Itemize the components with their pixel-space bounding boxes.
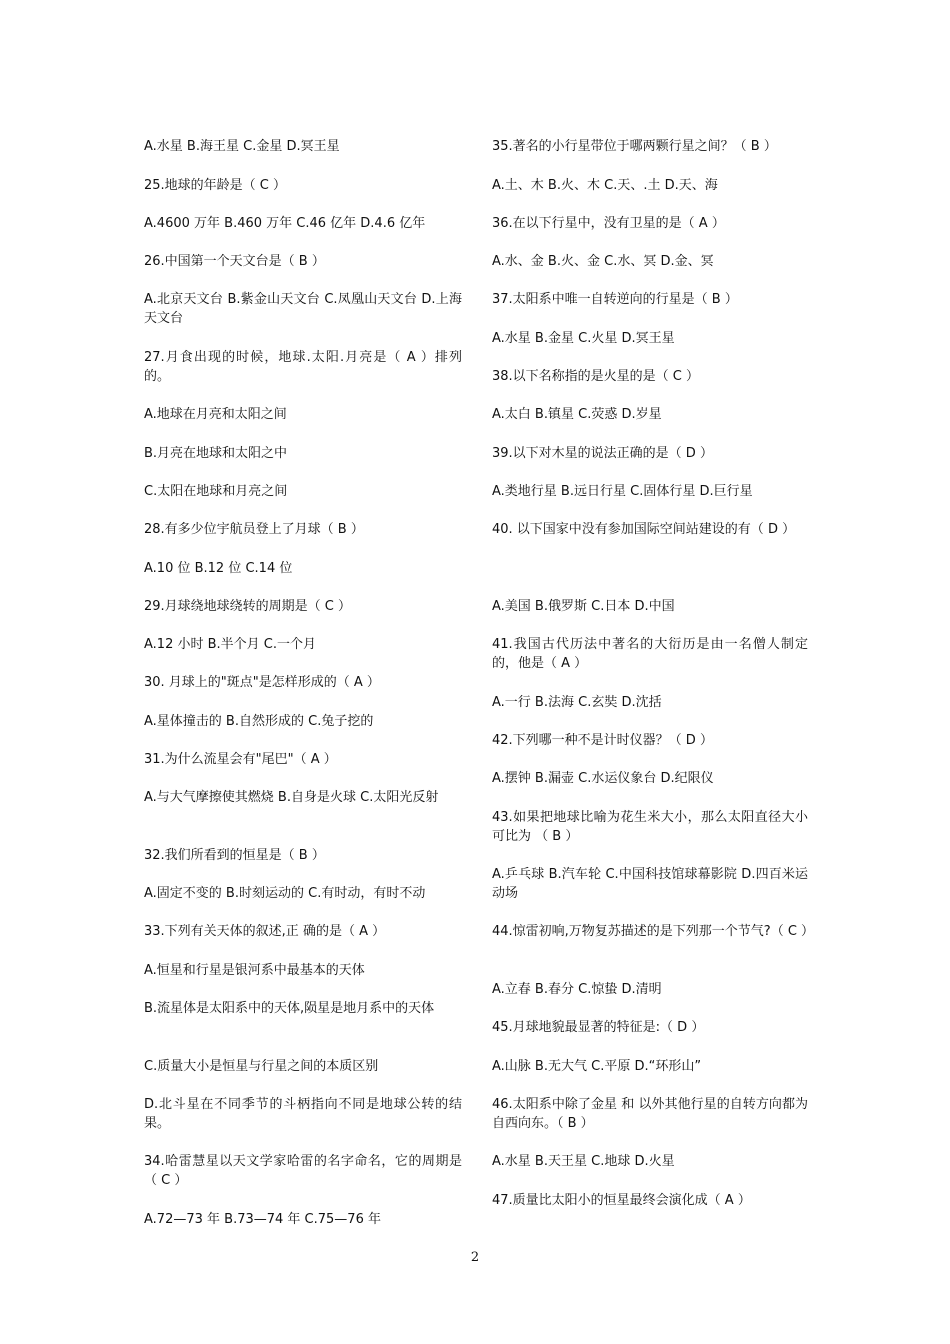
option-line: A.与大气摩擦使其燃烧 B.自身是火球 C.太阳光反射 xyxy=(144,790,439,805)
question-line: 27.月食出现的时候，地球.太阳.月亮是（ A ）排列的。 xyxy=(144,350,462,384)
option-line: A.类地行星 B.远日行星 C.固体行星 D.巨行星 xyxy=(492,484,753,499)
option-line: A.星体撞击的 B.自然形成的 C.兔子挖的 xyxy=(144,714,374,729)
question-line: 29.月球绕地球绕转的周期是（ C ） xyxy=(144,599,352,614)
question-line: 37.太阳系中唯一自转逆向的行星是（ B ） xyxy=(492,292,738,307)
option-line: A.北京天文台 B.紫金山天文台 C.凤凰山天文台 D.上海天文台 xyxy=(144,292,462,326)
question-line: 25.地球的年龄是（ C ） xyxy=(144,178,287,193)
option-line: C.质量大小是恒星与行星之间的本质区别 xyxy=(144,1059,379,1074)
question-line: 41.我国古代历法中著名的大衍历是由一名僧人制定的，他是（ A ） xyxy=(492,637,808,671)
question-line: 42.下列哪一种不是计时仪器？（ D ） xyxy=(492,733,713,748)
option-line: A.固定不变的 B.时刻运动的 C.有时动，有时不动 xyxy=(144,886,426,901)
option-line: A.恒星和行星是银河系中最基本的天体 xyxy=(144,963,365,978)
option-line: A.立春 B.春分 C.惊蛰 D.清明 xyxy=(492,982,662,997)
option-line: A.水星 B.海王星 C.金星 D.冥王星 xyxy=(144,139,340,154)
option-line: A.水星 B.金星 C.火星 D.冥王星 xyxy=(492,331,675,346)
question-line: 46.太阳系中除了金星 和 以外其他行星的自转方向都为自西向东。（ B ） xyxy=(492,1097,808,1131)
option-line: A.土、木 B.火、木 C.天、.土 D.天、海 xyxy=(492,178,718,193)
option-line: A.一行 B.法海 C.玄奘 D.沈括 xyxy=(492,695,662,710)
option-line: A.72—73 年 B.73—74 年 C.75—76 年 xyxy=(144,1212,381,1227)
page-number: 2 xyxy=(470,1250,480,1265)
option-line: A.10 位 B.12 位 C.14 位 xyxy=(144,561,293,576)
option-line: A.12 小时 B.半个月 C.一个月 xyxy=(144,637,316,652)
question-line: 38.以下名称指的是火星的是（ C ） xyxy=(492,369,700,384)
question-line: 32.我们所看到的恒星是（ B ） xyxy=(144,848,325,863)
question-line: 45.月球地貌最显著的特征是:（ D ） xyxy=(492,1020,705,1035)
option-line: A.水星 B.天王星 C.地球 D.火星 xyxy=(492,1154,675,1169)
option-line: B.月亮在地球和太阳之中 xyxy=(144,446,288,461)
option-line: A.太白 B.镇星 C.荧惑 D.岁星 xyxy=(492,407,662,422)
question-line: 26.中国第一个天文台是（ B ） xyxy=(144,254,325,269)
question-line: 39.以下对木星的说法正确的是（ D ） xyxy=(492,446,713,461)
option-line: A.山脉 B.无大气 C.平原 D.“环形山” xyxy=(492,1059,702,1074)
question-line: 47.质量比太阳小的恒星最终会演化成（ A ） xyxy=(492,1193,751,1208)
question-line: 28.有多少位宇航员登上了月球（ B ） xyxy=(144,522,364,537)
question-line: 35.著名的小行星带位于哪两颗行星之间？（ B ） xyxy=(492,139,777,154)
option-line: A.美国 B.俄罗斯 C.日本 D.中国 xyxy=(492,599,675,614)
option-line: C.太阳在地球和月亮之间 xyxy=(144,484,288,499)
question-line: 34.哈雷慧星以天文学家哈雷的名字命名，它的周期是（ C ） xyxy=(144,1154,462,1188)
question-line: 43.如果把地球比喻为花生米大小，那么太阳直径大小可比为 （ B ） xyxy=(492,810,808,844)
option-line: A.水、金 B.火、金 C.水、冥 D.金、冥 xyxy=(492,254,714,269)
option-line: A.4600 万年 B.460 万年 C.46 亿年 D.4.6 亿年 xyxy=(144,216,426,231)
question-line: 40. 以下国家中没有参加国际空间站建设的有（ D ） xyxy=(492,522,796,537)
question-line: 44.惊雷初响,万物复苏描述的是下列那一个节气?（ C ） xyxy=(492,924,815,939)
option-line: D.北斗星在不同季节的斗柄指向不同是地球公转的结果。 xyxy=(144,1097,462,1131)
question-line: 30. 月球上的"斑点"是怎样形成的（ A ） xyxy=(144,675,380,690)
option-line: A.地球在月亮和太阳之间 xyxy=(144,407,287,422)
option-line: A.乒乓球 B.汽车轮 C.中国科技馆球幕影院 D.四百米运动场 xyxy=(492,867,808,901)
option-line: B.流星体是太阳系中的天体,陨星是地月系中的天体 xyxy=(144,1001,435,1016)
question-line: 36.在以下行星中，没有卫星的是（ A ） xyxy=(492,216,725,231)
option-line: A.摆钟 B.漏壶 C.水运仪象台 D.纪限仪 xyxy=(492,771,714,786)
question-line: 33.下列有关天体的叙述,正 确的是（ A ） xyxy=(144,924,386,939)
question-line: 31.为什么流星会有"尾巴"（ A ） xyxy=(144,752,337,767)
